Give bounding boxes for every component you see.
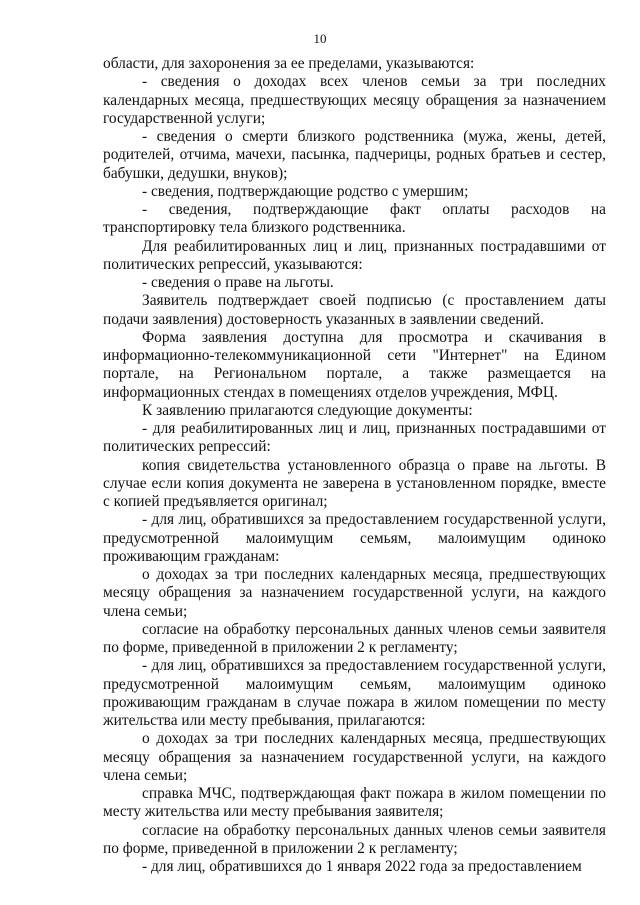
- paragraph: согласие на обработку персональных данных членов семьи заявителя по форме, приведенной в приложении 2 к регламенту;: [103, 821, 606, 857]
- paragraph: - сведения о смерти близкого родственника (мужа, жены, детей, родителей, отчима, мачехи, пасынка, падчерицы, родных братьев и сестер, бабушки, дедушки, внуков);: [103, 128, 606, 182]
- paragraph: - для лиц, обратившихся за предоставлением государственной услуги, предусмотренной малоимущим семьям, малоимущим одиноко проживающим гражданам:: [103, 511, 606, 565]
- paragraph: области, для захоронения за ее пределами, указываются:: [103, 55, 475, 72]
- page-number: 10: [313, 31, 327, 46]
- paragraph: - сведения, подтверждающие родство с умершим;: [142, 182, 469, 200]
- paragraph: - сведения о праве на льготы.: [142, 274, 334, 291]
- paragraph: - для лиц, обратившихся до 1 января 2022 года за предоставлением: [142, 858, 582, 875]
- paragraph: Для реабилитированных лиц и лиц, признанных пострадавшими от политических репрессий, указываются:: [103, 237, 606, 273]
- paragraph: копия свидетельства установленного образца о праве на льготы. В случае если копия документа не заверена в установленном порядке, вместе с копией предъявляется оригинал;: [103, 456, 606, 510]
- paragraph: - для лиц, обратившихся за предоставлением государственной услуги, предусмотренной малоимущим семьям, малоимущим одиноко проживающим гражданам в случае пожара в жилом помещении по месту жительства или месту пребывания, прилагаются:: [103, 657, 606, 729]
- paragraph: - сведения, подтверждающие факт оплаты расходов на транспортировку тела близкого родственника.: [103, 201, 606, 237]
- paragraph: - сведения о доходах всех членов семьи за три последних календарных месяца, предшествующих месяцу обращения за назначением государственной услуги;: [103, 73, 606, 127]
- paragraph: Заявитель подтверждает своей подписью (с проставлением даты подачи заявления) достоверность указанных в заявлении сведений.: [103, 292, 606, 328]
- paragraph: о доходах за три последних календарных месяца, предшествующих месяцу обращения за назначением государственной услуги, на каждого члена семьи;: [103, 730, 606, 784]
- document-body: [103, 55, 606, 876]
- paragraph: о доходах за три последних календарных месяца, предшествующих месяцу обращения за назначением государственной услуги, на каждого члена семьи;: [103, 566, 606, 620]
- paragraph: - для реабилитированных лиц и лиц, признанных пострадавшими от политических репрессий:: [103, 420, 606, 456]
- paragraph: согласие на обработку персональных данных членов семьи заявителя по форме, приведенной в приложении 2 к регламенту;: [103, 620, 606, 656]
- paragraph: К заявлению прилагаются следующие документы:: [142, 401, 473, 419]
- paragraph: справка МЧС, подтверждающая факт пожара в жилом помещении по месту жительства или месту пребывания заявителя;: [103, 785, 606, 821]
- paragraph: Форма заявления доступна для просмотра и скачивания в информационно-телекоммуникационной сети "Интернет" на Едином портале, на Региональном портале, а также размещается на информационных стендах в помещениях отделов учреждения, МФЦ.: [103, 328, 606, 401]
